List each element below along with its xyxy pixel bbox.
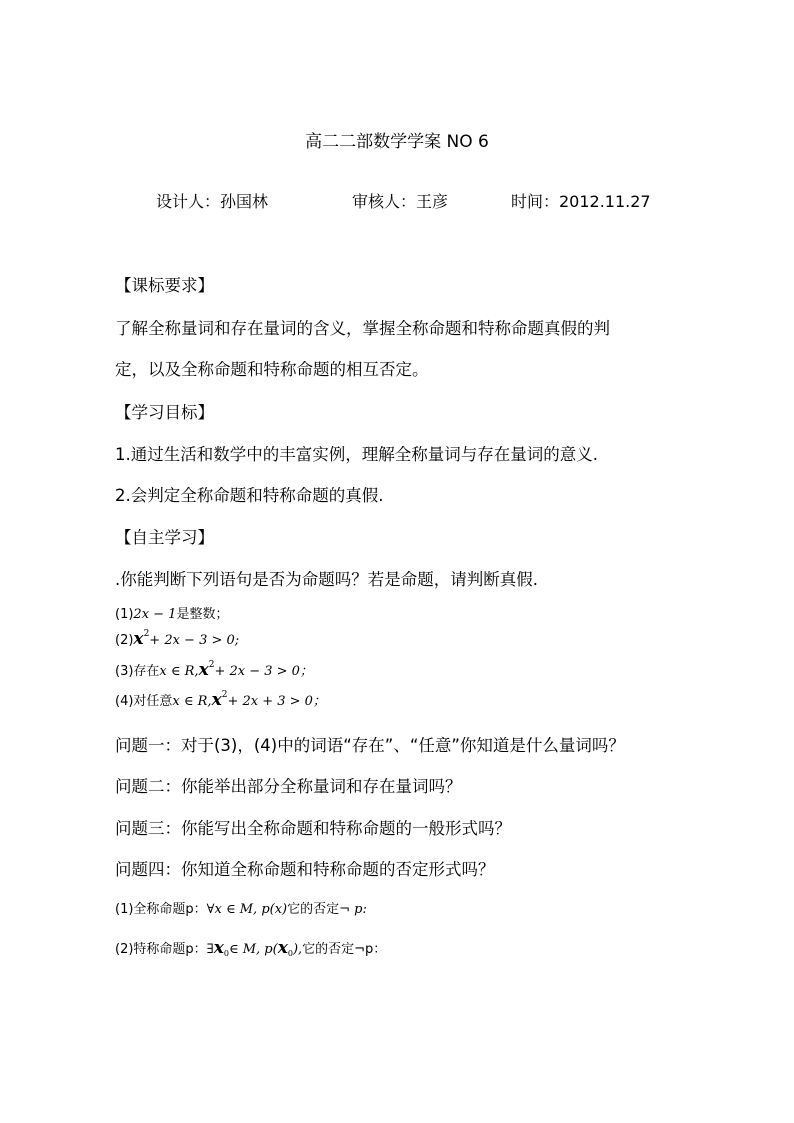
negation-2-sub: 0 bbox=[223, 949, 229, 958]
question-1: 问题一：对于(3)，(4)中的词语“存在”、“任意”你知道是什么量词吗？ bbox=[115, 736, 625, 755]
page-title: 高二二部数学学案 NO 6 bbox=[305, 132, 489, 152]
item-1-expr: 2x − 1 bbox=[133, 607, 177, 622]
negation-1-neg: ¬ p: bbox=[339, 902, 367, 917]
date: 时间：2012.11.27 bbox=[511, 192, 651, 211]
negation-1-expr: ∀x ∈ M, p(x) bbox=[206, 902, 288, 917]
designer: 设计人：孙国林 bbox=[156, 192, 269, 211]
item-4-exponent: 2 bbox=[221, 690, 228, 700]
item-1 bbox=[115, 603, 228, 622]
question-3: 问题三：你能写出全称命题和特称命题的一般形式吗？ bbox=[115, 819, 511, 838]
item-4-cond: x ∈ R, bbox=[172, 694, 212, 709]
item-4-expr: + 2x + 3 > 0； bbox=[227, 694, 326, 709]
self-study-intro: .你能判断下列语句是否为命题吗？若是命题，请判断真假. bbox=[115, 570, 538, 589]
item-4 bbox=[115, 690, 326, 710]
item-3-cond: x ∈ R, bbox=[159, 664, 199, 679]
question-4: 问题四：你知道全称命题和特称命题的否定形式吗？ bbox=[115, 860, 495, 879]
item-4-prefix: (4)对任意 bbox=[115, 694, 173, 709]
item-3-x: x bbox=[198, 660, 209, 680]
negation-1 bbox=[115, 898, 367, 917]
item-3-prefix: (3)存在 bbox=[115, 664, 160, 679]
reviewer: 审核人：王彦 bbox=[352, 192, 449, 211]
standard-heading: 【课标要求】 bbox=[115, 276, 214, 295]
item-3-expr: + 2x − 3 > 0； bbox=[214, 664, 313, 679]
item-3-exponent: 2 bbox=[208, 660, 215, 670]
item-2-expr: + 2x − 3 > 0; bbox=[149, 633, 240, 648]
negation-2-label: (2)特称命题p： bbox=[115, 942, 207, 957]
negation-2 bbox=[115, 938, 386, 958]
goals-heading: 【学习目标】 bbox=[115, 403, 214, 422]
item-2-exponent: 2 bbox=[143, 629, 150, 639]
negation-2-x0: x bbox=[213, 938, 224, 958]
self-study-heading: 【自主学习】 bbox=[115, 528, 214, 547]
negation-2-tail: 它的否定¬p： bbox=[302, 942, 387, 957]
standard-line-2: 定，以及全称命题和特称命题的相互否定。 bbox=[115, 360, 429, 379]
item-1-prefix: (1) bbox=[115, 607, 134, 622]
negation-2-mid: ∈ M, p( bbox=[228, 942, 278, 957]
negation-1-tail: 它的否定 bbox=[287, 902, 340, 917]
item-4-x: x bbox=[211, 690, 222, 710]
negation-2-end: ), bbox=[292, 942, 303, 957]
negation-2-x0-arg: x bbox=[277, 938, 288, 958]
negation-1-label: (1)全称命题p： bbox=[115, 902, 207, 917]
item-3 bbox=[115, 660, 313, 680]
goal-1: 1.通过生活和数学中的丰富实例，理解全称量词与存在量词的意义. bbox=[115, 445, 598, 464]
negation-2-sub-arg: 0 bbox=[287, 949, 293, 958]
item-2-prefix: (2) bbox=[115, 633, 134, 648]
goal-2: 2.会判定全称命题和特称命题的真假. bbox=[115, 486, 384, 505]
item-1-suffix: 是整数； bbox=[176, 607, 229, 622]
question-2: 问题二：你能举出部分全称量词和存在量词吗？ bbox=[115, 777, 462, 796]
item-2-x: x bbox=[133, 629, 144, 649]
negation-2-exists: ∃ bbox=[206, 942, 214, 957]
standard-line-1: 了解全称量词和存在量词的含义，掌握全称命题和特称命题真假的判 bbox=[115, 319, 610, 338]
item-2 bbox=[115, 629, 239, 649]
